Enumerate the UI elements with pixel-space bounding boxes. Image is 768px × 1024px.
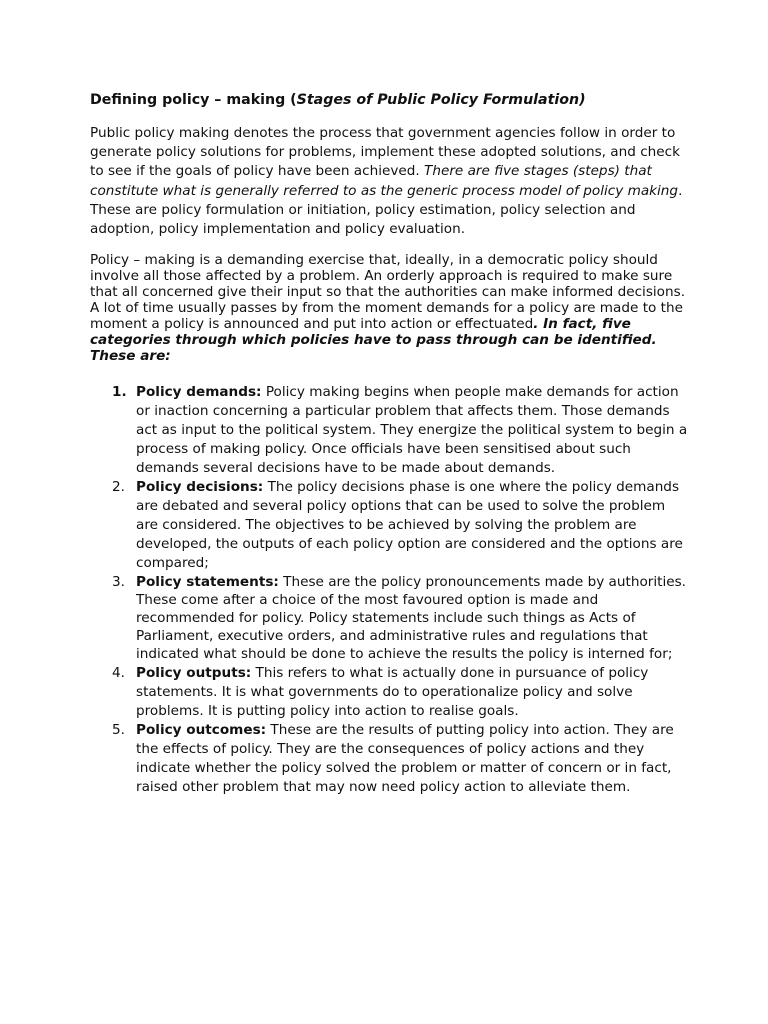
list-term: Policy statements: — [136, 573, 279, 590]
list-text: Policy making begins when people make demands for action or inaction concerning a particular problem that affects them. Those demands act as input to the political system. They energize the political system to begin a process of making policy. Once officials have been sensitised about such demands several decisions have to be made about demands. — [136, 383, 688, 476]
list-number: 4. — [112, 664, 125, 681]
list-number: 3. — [112, 573, 125, 590]
list-item — [90, 383, 690, 478]
list-text: This refers to what is actually done in pursuance of policy statements. It is what governments do to operationalize policy and solve problems. It is putting policy into action to realise goals. — [136, 664, 649, 719]
page-title — [90, 90, 690, 110]
list-text: These are the results of putting policy into action. They are the effects of policy. They are the consequences of policy actions and they indicate whether the policy solved the problem or matter of concern or in fact, raised other problem that may now need policy action to alleviate them. — [136, 721, 674, 795]
list-number: 2. — [112, 478, 125, 495]
list-item — [90, 664, 690, 721]
list-item — [90, 478, 690, 573]
intro-text-a: Public policy making denotes the process that government agencies follow in order to generate policy solutions for problems, implement these adopted solutions, and check to see if the goals of policy have been achieved. — [90, 125, 680, 180]
document-page — [90, 90, 690, 797]
intro-text-b: . These are policy formulation or initiation, policy estimation, policy selection and adoption, policy implementation and policy evaluation. — [90, 182, 683, 238]
title-italic: Stages of Public Policy Formulation) — [296, 92, 586, 108]
second-text-bold-italic: . In fact, five categories through which policies have to pass through can be identified. These are: — [90, 315, 657, 364]
stages-list — [90, 383, 690, 797]
list-text: These are the policy pronouncements made by authorities. These come after a choice of the most favoured option is made and recommended for policy. Policy statements include such things as Acts of Parliament, executive orders, and administrative rules and regulations that indicated what should be done to achieve the results the policy is interned for; — [136, 573, 687, 663]
list-text: The policy decisions phase is one where the policy demands are debated and several policy options that can be used to solve the problem are considered. The objectives to be achieved by solving the problem are developed, the outputs of each policy option are considered and the options are compared; — [136, 478, 683, 571]
list-term: Policy outcomes: — [136, 721, 267, 738]
list-number: 1. — [112, 383, 127, 400]
list-item — [90, 721, 690, 797]
list-term: Policy outputs: — [136, 664, 252, 681]
second-text: Policy – making is a demanding exercise that, ideally, in a democratic policy should involve all those affected by a problem. An orderly approach is required to make sure that all concerned give their input so that the authorities can make informed decisions. A lot of time usually passes by from the moment demands for a policy are made to the moment a policy is announced and put into action or effectuated — [90, 252, 686, 332]
title-plain: Defining policy – making ( — [90, 92, 297, 108]
list-number: 5. — [112, 721, 125, 738]
list-item — [90, 573, 690, 664]
intro-paragraph — [90, 124, 690, 239]
list-term: Policy demands: — [136, 383, 262, 400]
second-paragraph — [90, 253, 690, 364]
intro-text-italic: There are five stages (steps) that constitute what is generally referred to as the generic process model of policy making — [90, 163, 679, 199]
list-term: Policy decisions: — [136, 478, 264, 495]
